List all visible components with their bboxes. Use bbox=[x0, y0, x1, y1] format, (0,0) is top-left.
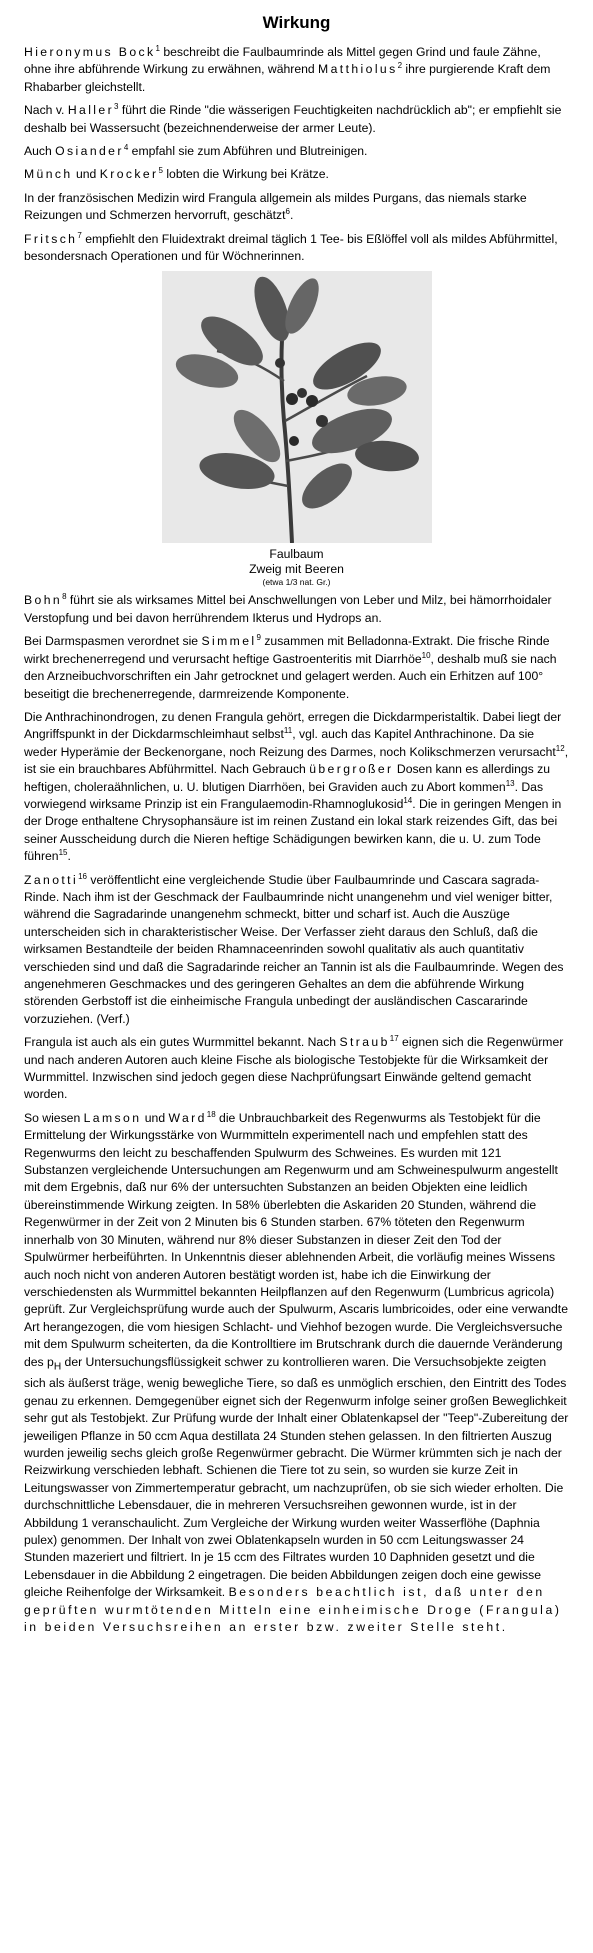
paragraph-simmel bbox=[24, 633, 569, 703]
text: Nach v. bbox=[24, 103, 68, 118]
footnote-ref[interactable]: 17 bbox=[389, 1034, 399, 1044]
figure-caption-subtitle: Zweig mit Beeren bbox=[249, 562, 344, 577]
text: zusammen mit Belladonna-Extrakt. Die frische Rinde wirkt brechenerregend und verursacht heftige Gastroenteritis mit Diarrhöe bbox=[24, 634, 550, 666]
emphasis: übergroßer bbox=[309, 762, 394, 777]
author-name: Lamson bbox=[83, 1110, 142, 1125]
text: eignen sich die Regenwürmer und nach anderen Autoren auch kleine Fische als biologische Testobjekte für die Wirksamkeit der Wurmmittel. Inzwischen sind jedoch gegen diese Nachprüfungsart Einwände geltend gemacht worden. bbox=[24, 1035, 564, 1102]
text: . bbox=[289, 208, 294, 223]
author-name: Bohn bbox=[24, 593, 63, 608]
paragraph-straub bbox=[24, 1034, 569, 1104]
ph-subscript: H bbox=[53, 1360, 62, 1372]
text: . Das vorwiegend wirksame Prinzip ist ein Frangulaemodin-Rhamnoglukosid bbox=[24, 779, 544, 811]
paragraph-osiander bbox=[24, 143, 569, 160]
footnote-ref[interactable]: 5 bbox=[158, 166, 163, 176]
text: So wiesen bbox=[24, 1110, 84, 1125]
footnote-ref[interactable]: 7 bbox=[77, 230, 82, 240]
author-name: Krocker bbox=[99, 167, 159, 182]
text: und bbox=[141, 1110, 169, 1125]
text: Bei Darmspasmen verordnet sie bbox=[24, 634, 202, 649]
footnote-ref[interactable]: 14 bbox=[403, 795, 413, 805]
footnote-ref[interactable]: 4 bbox=[123, 142, 129, 152]
author-name: Haller bbox=[67, 103, 115, 118]
footnote-ref[interactable]: 1 bbox=[155, 43, 160, 53]
footnote-ref[interactable]: 6 bbox=[285, 207, 290, 217]
author-name: Zanotti bbox=[24, 872, 79, 887]
author-name: Matthiolus bbox=[318, 62, 398, 77]
text: . Die in geringen Mengen in der Droge enthaltene Chrysophansäure ist im reinen Zustand ein lokal stark reizendes Gift, das bei seiner Ausscheidung durch die Nieren heftige Schädigungen bewirken kann, die u. U. zum Tode führen bbox=[24, 796, 562, 864]
text: Frangula ist auch als ein gutes Wurmmittel bekannt. Nach bbox=[24, 1035, 340, 1050]
footnote-ref[interactable]: 11 bbox=[283, 726, 293, 736]
footnote-ref[interactable]: 15 bbox=[58, 848, 68, 858]
footnote-ref[interactable]: 13 bbox=[505, 778, 515, 788]
text: Die Anthrachinondrogen, zu denen Frangula gehört, erregen die Dickdarmperistaltik. Dabei liegt der Angriffspunkt in der Dickdarmschleimhaut selbst bbox=[24, 709, 562, 742]
text: , ist sie ein brauchbares Abführmittel. Nach Gebrauch bbox=[24, 744, 569, 777]
text: der Untersuchungsflüssigkeit schwer zu kontrollieren waren. Die Versuchsobjekte zeigten sich als äußerst träge, wenig bewegliche Tiere, so daß es unmöglich erschien, den Eintritt des Todes genau zu erkennen. Demgegenüber eignet sich der Regenwurm infolge seiner großen Beweglichkeit sehr gut als Testobjekt. Zur Prüfung wurde der Inhalt einer Oblatenkapsel der "Teep"-Zubereitung der jeweiligen Pflanze in 50 ccm Aqua destillata 24 Stunden stehen gelassen. In den filtrierten Auszug wurden jeweilig sechs gleich große Regenwürmer gebracht. Die Würmer krümmten sich je nach der Reizwirkung verschieden lebhaft. Schienen die Tiere tot zu sein, so wurden sie kurze Zeit in Leitungswasser von Zimmertemperatur gebracht, um nachzuprüfen, ob sie sich wieder erholten. Die durchschnittliche Lebensdauer, die in mehreren Versuchsreihen gewonnen wurde, ist in der Abbildung 1 veranschaulicht. Zum Vergleiche der Wirkung wurden weiter Wasserflöhe (Daphnia pulex) genommen. Der Inhalt von zwei Oblatenkapseln wurden in 50 ccm Leitungswasser 24 Stunden mazeriert und filtriert. In je 15 ccm des Filtrates wurden 10 Daphniden gesetzt und die Lebensdauer in die Abbildung 2 eingetragen. Die beiden Abbildungen zeigen doch eine gewisse gleiche Reihenfolge der Wirksamkeit. bbox=[24, 1354, 569, 1600]
footnote-ref[interactable]: 8 bbox=[62, 592, 67, 602]
footnote-ref[interactable]: 10 bbox=[421, 650, 431, 660]
figure bbox=[24, 271, 569, 588]
footnote-ref[interactable]: 9 bbox=[256, 633, 261, 643]
paragraph-fritsch bbox=[24, 231, 569, 266]
paragraph-muench bbox=[24, 166, 569, 183]
footnote-ref[interactable]: 18 bbox=[206, 1109, 216, 1119]
paragraph-bohn bbox=[24, 592, 569, 627]
text: empfahl sie zum Abführen und Blutreinigen. bbox=[128, 144, 368, 159]
text: ihre purgierende Kraft dem Rhabarber gleichstellt. bbox=[24, 62, 551, 94]
text: . bbox=[67, 849, 71, 864]
footnote-ref[interactable]: 2 bbox=[397, 61, 403, 71]
author-name: Münch bbox=[24, 167, 73, 182]
author-name: Simmel bbox=[201, 634, 257, 649]
footnote-ref[interactable]: 12 bbox=[555, 743, 565, 753]
text: In der französischen Medizin wird Frangula allgemein als mildes Purgans, das niemals starke Reizungen und Schmerzen hervorruft, geschätzt bbox=[24, 190, 527, 223]
paragraph-bock bbox=[24, 44, 569, 96]
faulbaum-branch-image bbox=[162, 271, 432, 543]
figure-caption-title: Faulbaum bbox=[269, 547, 324, 562]
footnote-ref[interactable]: 3 bbox=[114, 102, 119, 112]
emphasis: Besonders beachtlich ist, daß unter den geprüften wurmtötenden Mitteln eine einheimische Droge (Frangula) in beiden Versuchsreihen an erster bzw. zweiter Stelle steht. bbox=[24, 1585, 562, 1635]
text: , vgl. auch das Kapitel Anthrachinone. Da sie weder Hyperämie der Beckenorgane, noch Reizung des Darmes, noch Kolikschmerzen verursacht bbox=[24, 727, 556, 759]
text: empfiehlt den Fluidextrakt dreimal täglich 1 Tee- bis Eßlöffel voll als mildes Abführmittel, besondersnach Operationen und für Wöchnerinnen. bbox=[24, 231, 558, 264]
author-name: Ward bbox=[168, 1110, 207, 1125]
paragraph-zanotti bbox=[24, 872, 569, 1029]
author-name: Osiander bbox=[55, 144, 124, 159]
figure-caption-scale: (etwa 1/3 nat. Gr.) bbox=[262, 577, 331, 588]
text: , deshalb muß sie nach den Arzneibuchvorschriften ein Jahr getrocknet und gelagert werden. Auch ein Erhitzen auf 100° beseitigt die brechenerregende, darmreizende Komponente. bbox=[24, 651, 557, 701]
paragraph-haller bbox=[24, 102, 569, 137]
text: Dosen kann es allerdings zu heftigen, choleraähnlichen, u. U. blutigen Diarrhöen, bei Graviden auch zu Abort kommen bbox=[24, 762, 550, 794]
paragraph-anthrachinone bbox=[24, 709, 569, 866]
author-name: Straub bbox=[339, 1035, 390, 1050]
author-name: Hieronymus Bock bbox=[24, 45, 156, 59]
text: veröffentlicht eine vergleichende Studie über Faulbaumrinde und Cascara sagrada-Rinde. Nach ihm ist der Geschmack der Faulbaumrinde nicht unangenehm und viel weniger bitter, während die Sagradarinde unangenehm schmeckt, bitter und scharf ist. Auch die Auszüge unterscheiden sich in charakteristischer Weise. Der Verfasser zieht daraus den Schluß, daß die wirksamen Bestandteile der beiden Rhamnaceenrinden sowohl qualitativ als auch quantitativ verschieden sind und daß die Sagradarinde reicher an Tannin ist als die Faulbaumrinde. Wegen des angenehmeren Geschmackes und des geringeren Gehaltes an dem die abführende Wirkung störenden Gerbstoff ist die einheimische Frangula unbedingt der ausländischen Cascararinde vorzuziehen. (Verf.) bbox=[24, 872, 564, 1026]
paragraph-french-medicine bbox=[24, 190, 569, 225]
text: führt die Rinde "die wässerigen Feuchtigkeiten nachdrücklich ab"; er empfiehlt sie deshalb bei Wassersucht (bezeichnenderweise der armer Leute). bbox=[24, 103, 562, 135]
text: beschreibt die Faulbaumrinde als Mittel gegen Grind und faule Zähne, ohne ihre abführende Wirkung zu erwähnen, während bbox=[24, 45, 541, 77]
text: führt sie als wirksames Mittel bei Anschwellungen von Leber und Milz, bei hämorrhoidaler Verstopfung und bei davon herrührendem Ikterus und Hydrops an. bbox=[24, 593, 552, 625]
paragraph-lamson-ward bbox=[24, 1110, 569, 1637]
footnote-ref[interactable]: 16 bbox=[78, 871, 87, 881]
page-title: Wirkung bbox=[262, 13, 331, 32]
text: Auch bbox=[24, 144, 56, 159]
text: lobten die Wirkung bei Krätze. bbox=[162, 167, 329, 182]
text: und bbox=[72, 167, 100, 182]
text: die Unbrauchbarkeit des Regenwurms als Testobjekt für die Ermittelung der Wirkungsstärke von Wurmmitteln experimentell nach und empfehlen statt des Regenwurms den leicht zu beschaffenden Spulwurm des Schweines. Es wurden mit 121 Substanzen vergleichende Untersuchungen am Regenwurm und am Schweinespulwurm angestellt mit dem Ergebnis, daß nur 6% der untersuchten Substanzen an beiden Objekten eine leidlich übereinstimmende Wirkung zeigten. In 58% überlebten die Askariden 20 Stunden, während die Regenwürmer in der Zeit von 2 Minuten bis 6 Stunden starben. 67% töteten den Regenwurm innerhalb von 30 Minuten, während nur 8% dieser Substanzen in dieser Zeit den Tod der Spulwürmer herbeiführten. In Unkenntnis dieser ablehnenden Arbeit, die vorläufig meines Wissens auch noch nicht von anderen Autoren bestätigt worden ist, habe ich die Einwirkung der verschiedensten als Wurmmittel bekannten Heilpflanzen auf den Regenwurm (Lumbricus agricola) geprüft. Zur Vergleichsprüfung wurde auch der Spulwurm, Ascaris lumbricoides, oder eine verwandte Art herangezogen, die vom hiesigen Schlacht- und Viehhof bezogen wurde. Die Vergleichsversuche mit dem Spulwurm scheiterten, da die Kontrolltiere im Brutschrank durch die dauernde Veränderung des p bbox=[24, 1110, 568, 1369]
author-name: Fritsch bbox=[24, 231, 78, 246]
